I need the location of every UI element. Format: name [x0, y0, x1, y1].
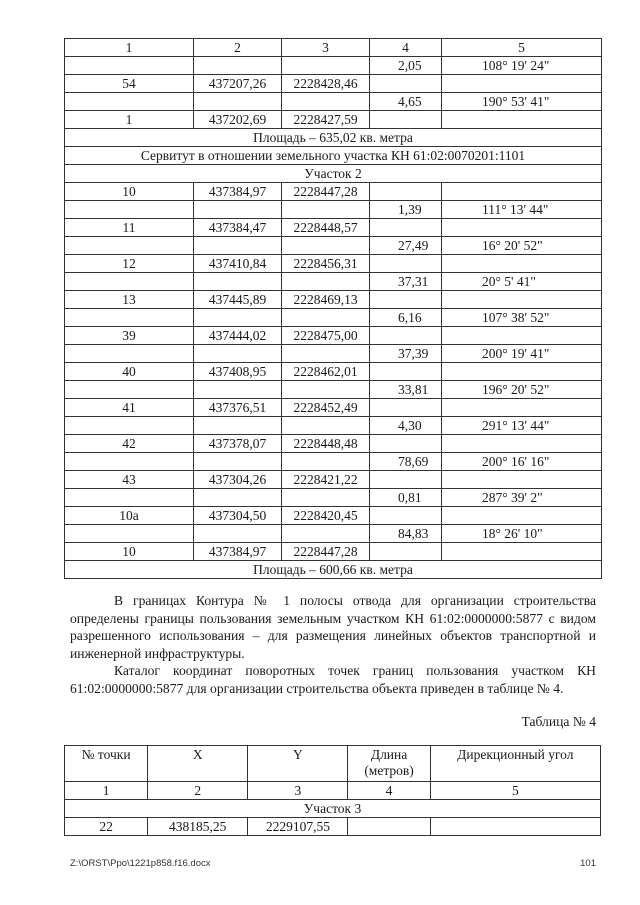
point-row	[65, 435, 602, 453]
paragraph-contour-1-text: В границах Контура № 1 полосы отвода для организации строительства определены границы пользования земельным участком КН 61:02:0000000:5877 с видом разрешенного использования – для размещения линейных объектов транспортной и инженерной инфраструктуры.	[70, 593, 596, 661]
point-row	[65, 507, 602, 525]
column-number: 1	[65, 39, 194, 57]
point-y: 2228456,31	[282, 255, 370, 273]
point-x	[194, 525, 282, 543]
segment-row	[65, 489, 602, 507]
point-y: 2228452,49	[282, 399, 370, 417]
point-x: 437304,50	[194, 507, 282, 525]
point-row	[65, 255, 602, 273]
point-id: 41	[65, 399, 194, 417]
segment-length	[370, 471, 442, 489]
point-id	[65, 453, 194, 471]
segment-angle: 18° 26' 10"	[442, 525, 602, 543]
table-4-section-row	[65, 800, 601, 818]
point-row	[65, 543, 602, 561]
segment-angle	[430, 818, 600, 836]
segment-length	[370, 111, 442, 129]
segment-angle: 287° 39' 2"	[442, 489, 602, 507]
point-x	[194, 417, 282, 435]
point-id: 11	[65, 219, 194, 237]
point-row	[65, 291, 602, 309]
point-row	[65, 111, 602, 129]
table-4-col-angle: Дирекционный угол	[430, 746, 600, 782]
point-id: 10	[65, 543, 194, 561]
point-x	[194, 273, 282, 291]
segment-length: 27,49	[370, 237, 442, 255]
segment-length: 4,30	[370, 417, 442, 435]
segment-angle: 190° 53' 41"	[442, 93, 602, 111]
summary-text: Участок 2	[65, 165, 602, 183]
point-y: 2228448,57	[282, 219, 370, 237]
point-row	[65, 75, 602, 93]
point-id: 12	[65, 255, 194, 273]
segment-angle: 16° 20' 52"	[442, 237, 602, 255]
summary-row	[65, 147, 602, 165]
segment-row	[65, 525, 602, 543]
point-id: 13	[65, 291, 194, 309]
point-id	[65, 381, 194, 399]
segment-angle	[442, 183, 602, 201]
table-4	[64, 745, 601, 836]
segment-angle	[442, 255, 602, 273]
point-id: 43	[65, 471, 194, 489]
coordinates-table-body	[65, 39, 602, 579]
table-4-num: 5	[430, 782, 600, 800]
point-y	[282, 489, 370, 507]
summary-text: Сервитут в отношении земельного участка КН 61:02:0070201:1101	[65, 147, 602, 165]
segment-row	[65, 93, 602, 111]
table-4-number-row	[65, 782, 601, 800]
point-id	[65, 201, 194, 219]
point-x	[194, 489, 282, 507]
point-x: 437445,89	[194, 291, 282, 309]
segment-angle	[442, 363, 602, 381]
point-x: 437384,97	[194, 543, 282, 561]
segment-angle: 196° 20' 52"	[442, 381, 602, 399]
segment-length: 1,39	[370, 201, 442, 219]
segment-length	[370, 219, 442, 237]
table-4-col-y: Y	[248, 746, 348, 782]
segment-row	[65, 453, 602, 471]
segment-angle	[442, 507, 602, 525]
point-x	[194, 309, 282, 327]
segment-length	[370, 435, 442, 453]
point-id: 40	[65, 363, 194, 381]
point-y	[282, 237, 370, 255]
segment-angle	[442, 435, 602, 453]
coordinates-table-continued	[64, 38, 602, 579]
point-y: 2228475,00	[282, 327, 370, 345]
point-x: 437202,69	[194, 111, 282, 129]
column-number: 2	[194, 39, 282, 57]
point-x	[194, 93, 282, 111]
point-x: 437408,95	[194, 363, 282, 381]
point-id	[65, 489, 194, 507]
segment-length	[370, 327, 442, 345]
point-id	[65, 309, 194, 327]
segment-length	[370, 75, 442, 93]
point-x: 437384,97	[194, 183, 282, 201]
point-y: 2228447,28	[282, 183, 370, 201]
column-number: 4	[370, 39, 442, 57]
point-x: 437376,51	[194, 399, 282, 417]
table-4-num: 2	[148, 782, 248, 800]
segment-row	[65, 57, 602, 75]
point-id	[65, 417, 194, 435]
table-4-num: 4	[348, 782, 430, 800]
point-x: 437384,47	[194, 219, 282, 237]
column-number: 5	[442, 39, 602, 57]
point-id: 54	[65, 75, 194, 93]
segment-angle	[442, 111, 602, 129]
segment-angle	[442, 399, 602, 417]
table-4-point-row	[65, 818, 601, 836]
point-y: 2228469,13	[282, 291, 370, 309]
segment-angle: 200° 19' 41"	[442, 345, 602, 363]
point-y: 2228420,45	[282, 507, 370, 525]
point-y: 2228421,22	[282, 471, 370, 489]
column-number: 3	[282, 39, 370, 57]
point-id: 10	[65, 183, 194, 201]
segment-length: 37,39	[370, 345, 442, 363]
segment-length	[348, 818, 430, 836]
point-id	[65, 57, 194, 75]
point-x	[194, 237, 282, 255]
segment-length	[370, 291, 442, 309]
point-y	[282, 525, 370, 543]
table-4-col-x: X	[148, 746, 248, 782]
segment-length: 84,83	[370, 525, 442, 543]
point-row	[65, 471, 602, 489]
segment-angle: 107° 38' 52"	[442, 309, 602, 327]
table-4-col-length: Длина (метров)	[348, 746, 430, 782]
point-y	[282, 417, 370, 435]
point-y: 2228462,01	[282, 363, 370, 381]
segment-length	[370, 399, 442, 417]
point-x: 437444,02	[194, 327, 282, 345]
point-id	[65, 93, 194, 111]
segment-row	[65, 237, 602, 255]
segment-row	[65, 381, 602, 399]
point-y: 2229107,55	[248, 818, 348, 836]
paragraph-catalog	[70, 662, 596, 697]
point-row	[65, 219, 602, 237]
point-y: 2228447,28	[282, 543, 370, 561]
point-y: 2228428,46	[282, 75, 370, 93]
segment-angle: 200° 16' 16"	[442, 453, 602, 471]
segment-length	[370, 363, 442, 381]
segment-length: 37,31	[370, 273, 442, 291]
summary-text: Площадь – 635,02 кв. метра	[65, 129, 602, 147]
column-number-row	[65, 39, 602, 57]
segment-length: 4,65	[370, 93, 442, 111]
point-y: 2228427,59	[282, 111, 370, 129]
table-4-col-point: № точки	[65, 746, 148, 782]
table-4-num: 1	[65, 782, 148, 800]
segment-row	[65, 417, 602, 435]
segment-row	[65, 273, 602, 291]
point-y: 2228448,48	[282, 435, 370, 453]
segment-length	[370, 255, 442, 273]
segment-length: 78,69	[370, 453, 442, 471]
segment-length: 2,05	[370, 57, 442, 75]
point-y	[282, 309, 370, 327]
point-id	[65, 237, 194, 255]
segment-length	[370, 507, 442, 525]
point-x: 437207,26	[194, 75, 282, 93]
segment-angle	[442, 471, 602, 489]
point-y	[282, 57, 370, 75]
footer-page-number: 101	[580, 858, 596, 869]
segment-row	[65, 201, 602, 219]
segment-row	[65, 309, 602, 327]
table-4-section-title: Участок 3	[65, 800, 601, 818]
segment-length: 33,81	[370, 381, 442, 399]
point-x: 437304,26	[194, 471, 282, 489]
summary-row	[65, 165, 602, 183]
segment-length	[370, 183, 442, 201]
point-row	[65, 183, 602, 201]
summary-row	[65, 561, 602, 579]
segment-angle: 20° 5' 41"	[442, 273, 602, 291]
point-id	[65, 525, 194, 543]
point-x	[194, 345, 282, 363]
point-y	[282, 273, 370, 291]
point-x: 437378,07	[194, 435, 282, 453]
segment-angle	[442, 327, 602, 345]
segment-angle: 111° 13' 44"	[442, 201, 602, 219]
summary-row	[65, 129, 602, 147]
footer-file-path: Z:\ORST\Ppo\1221p858.f16.docx	[70, 858, 211, 869]
point-id: 1	[65, 111, 194, 129]
segment-angle: 108° 19' 24"	[442, 57, 602, 75]
point-id: 39	[65, 327, 194, 345]
point-row	[65, 327, 602, 345]
segment-angle	[442, 543, 602, 561]
point-x: 438185,25	[148, 818, 248, 836]
table-4-caption: Таблица № 4	[521, 714, 596, 729]
segment-length: 0,81	[370, 489, 442, 507]
point-id	[65, 273, 194, 291]
point-y	[282, 381, 370, 399]
paragraph-contour-1	[70, 592, 596, 662]
segment-angle	[442, 75, 602, 93]
point-row	[65, 399, 602, 417]
segment-angle: 291° 13' 44"	[442, 417, 602, 435]
point-id	[65, 345, 194, 363]
table-4-header-row	[65, 746, 601, 782]
point-y	[282, 453, 370, 471]
segment-row	[65, 345, 602, 363]
point-row	[65, 363, 602, 381]
point-x: 437410,84	[194, 255, 282, 273]
point-y	[282, 93, 370, 111]
point-x	[194, 57, 282, 75]
table-4-num: 3	[248, 782, 348, 800]
point-x	[194, 453, 282, 471]
segment-length	[370, 543, 442, 561]
point-id: 42	[65, 435, 194, 453]
segment-angle	[442, 291, 602, 309]
segment-angle	[442, 219, 602, 237]
point-y	[282, 201, 370, 219]
point-id: 10а	[65, 507, 194, 525]
point-id: 22	[65, 818, 148, 836]
paragraph-catalog-text: Каталог координат поворотных точек границ пользования участком КН 61:02:0000000:5877 для организации строительства объекта приведен в таблице № 4.	[70, 663, 596, 696]
segment-length: 6,16	[370, 309, 442, 327]
point-y	[282, 345, 370, 363]
point-x	[194, 381, 282, 399]
summary-text: Площадь – 600,66 кв. метра	[65, 561, 602, 579]
point-x	[194, 201, 282, 219]
